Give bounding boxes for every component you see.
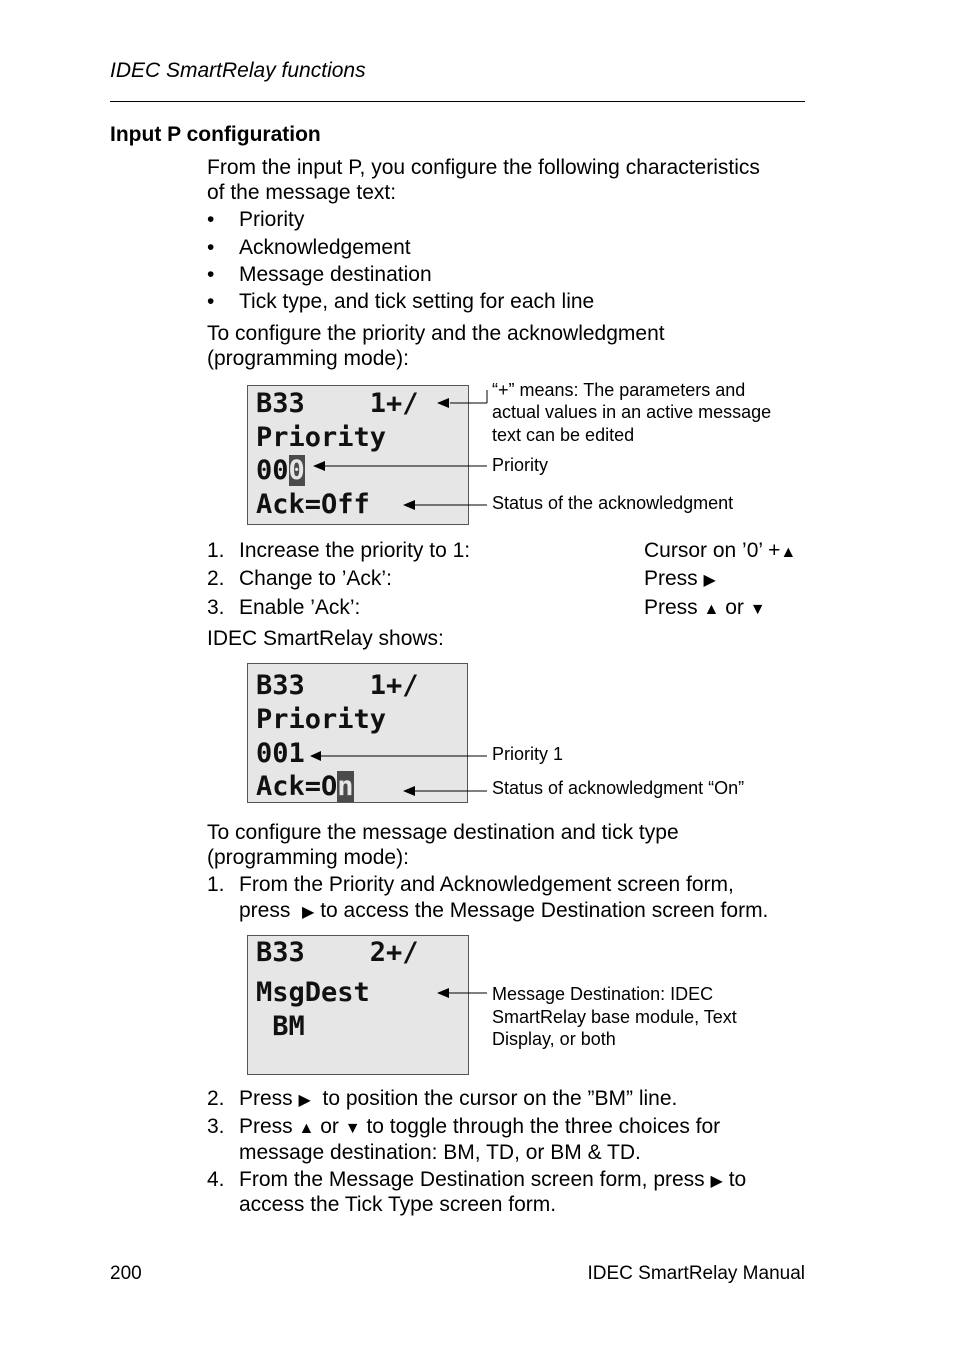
section-title: Input P configuration xyxy=(110,123,321,146)
shows-label: IDEC SmartRelay shows: xyxy=(207,627,444,650)
annotation-plus: actual values in an active message xyxy=(492,402,772,422)
step-action-text: Press xyxy=(644,567,698,590)
step-text xyxy=(239,1167,746,1194)
bullet-item: Acknowledgement xyxy=(239,236,411,259)
step-text-post: to xyxy=(728,1168,747,1191)
lcd-display-priority xyxy=(247,385,469,525)
lcd-line: B33 1+/ xyxy=(256,388,419,419)
annotation-plus: “+” means: The parameters and xyxy=(492,380,746,400)
lcd-text: Ack=O xyxy=(256,771,338,802)
intro-line-2: of the message text: xyxy=(207,181,397,204)
annotation-priority-1: Priority 1 xyxy=(492,744,564,764)
down-arrow-icon: ▼ xyxy=(344,1120,361,1137)
annotation-ack: Status of the acknowledgment xyxy=(492,493,734,513)
config2-line-1: To configure the message destination and tick type xyxy=(207,821,679,844)
step-action xyxy=(644,595,766,622)
lcd-line: BM xyxy=(256,1011,305,1042)
bullet-icon: • xyxy=(207,208,215,231)
step-number: 3. xyxy=(207,596,225,619)
annotation-msgdest: SmartRelay base module, Text xyxy=(492,1007,737,1027)
header-rule xyxy=(110,101,805,102)
step-text: access the Tick Type screen form. xyxy=(239,1193,557,1216)
step-or: or xyxy=(320,1115,339,1138)
step-text: Enable ’Ack’: xyxy=(239,596,361,619)
lcd-line: 001 xyxy=(256,738,305,769)
step-text: Change to ’Ack’: xyxy=(239,567,392,590)
right-arrow-icon: ▶ xyxy=(302,904,315,921)
step-number: 3. xyxy=(207,1115,225,1138)
step-or: or xyxy=(725,596,744,619)
step-number: 4. xyxy=(207,1168,225,1191)
lcd-line: B33 2+/ xyxy=(256,937,419,968)
annotation-priority: Priority xyxy=(492,455,549,475)
page-number: 200 xyxy=(110,1263,142,1284)
step-text xyxy=(239,1114,720,1141)
lcd-line xyxy=(256,454,305,488)
right-arrow-icon: ▶ xyxy=(710,1173,723,1190)
step-text-pre: Press xyxy=(239,1115,293,1138)
config2-line-2: (programming mode): xyxy=(207,846,409,869)
step-text-post: to access the Message Destination screen form. xyxy=(320,899,769,922)
up-arrow-icon: ▲ xyxy=(780,544,797,561)
annotation-msgdest: Message Destination: IDEC xyxy=(492,984,714,1004)
step-text-pre: press xyxy=(239,899,291,922)
bullet-icon: • xyxy=(207,236,215,259)
lcd-text: 00 xyxy=(256,455,289,486)
down-arrow-icon: ▼ xyxy=(749,601,766,618)
step-text xyxy=(239,1086,677,1113)
bullet-item: Priority xyxy=(239,208,305,231)
right-arrow-icon: ▶ xyxy=(298,1092,311,1109)
bullet-item: Tick type, and tick setting for each line xyxy=(239,290,595,313)
bullet-item: Message destination xyxy=(239,263,432,286)
step-action xyxy=(644,538,796,565)
step-text: From the Priority and Acknowledgement screen form, xyxy=(239,873,734,896)
bullet-icon: • xyxy=(207,290,215,313)
lcd-line: Priority xyxy=(256,422,387,453)
config1-line-2: (programming mode): xyxy=(207,347,409,370)
step-text-post: to position the cursor on the ”BM” line. xyxy=(322,1087,678,1110)
step-number: 2. xyxy=(207,1087,225,1110)
config1-line-1: To configure the priority and the acknowledgment xyxy=(207,322,665,345)
up-arrow-icon: ▲ xyxy=(298,1120,315,1137)
annotation-msgdest: Display, or both xyxy=(492,1029,616,1049)
lcd-cursor: n xyxy=(337,771,354,802)
lcd-display-msgdest xyxy=(247,935,469,1075)
step-text xyxy=(239,898,768,925)
step-text-pre: Press xyxy=(239,1087,293,1110)
bullet-icon: • xyxy=(207,263,215,286)
annotation-ack-on: Status of acknowledgment “On” xyxy=(492,778,745,798)
lcd-display-priority-1 xyxy=(247,663,468,803)
manual-title: IDEC SmartRelay Manual xyxy=(587,1263,805,1284)
step-text: message destination: BM, TD, or BM & TD. xyxy=(239,1141,641,1164)
step-text-post: to toggle through the three choices for xyxy=(366,1115,721,1138)
annotation-plus: text can be edited xyxy=(492,425,635,445)
running-header: IDEC SmartRelay functions xyxy=(110,59,366,82)
step-number: 1. xyxy=(207,873,225,896)
lcd-line: Priority xyxy=(256,704,387,735)
up-arrow-icon: ▲ xyxy=(703,601,720,618)
lcd-line xyxy=(256,770,354,804)
step-action xyxy=(644,566,716,593)
step-number: 2. xyxy=(207,567,225,590)
step-text: Increase the priority to 1: xyxy=(239,539,471,562)
right-arrow-icon: ▶ xyxy=(703,572,716,589)
lcd-cursor: 0 xyxy=(288,455,305,486)
lcd-line: B33 1+/ xyxy=(256,670,419,701)
step-action-text: Press xyxy=(644,596,698,619)
lcd-line: MsgDest xyxy=(256,977,370,1008)
intro-line-1: From the input P, you configure the following characteristics xyxy=(207,156,760,179)
lcd-line: Ack=Off xyxy=(256,489,370,520)
step-action-text: Cursor on ’0’ + xyxy=(644,539,781,562)
step-number: 1. xyxy=(207,539,225,562)
step-text-pre: From the Message Destination screen form, press xyxy=(239,1168,705,1191)
